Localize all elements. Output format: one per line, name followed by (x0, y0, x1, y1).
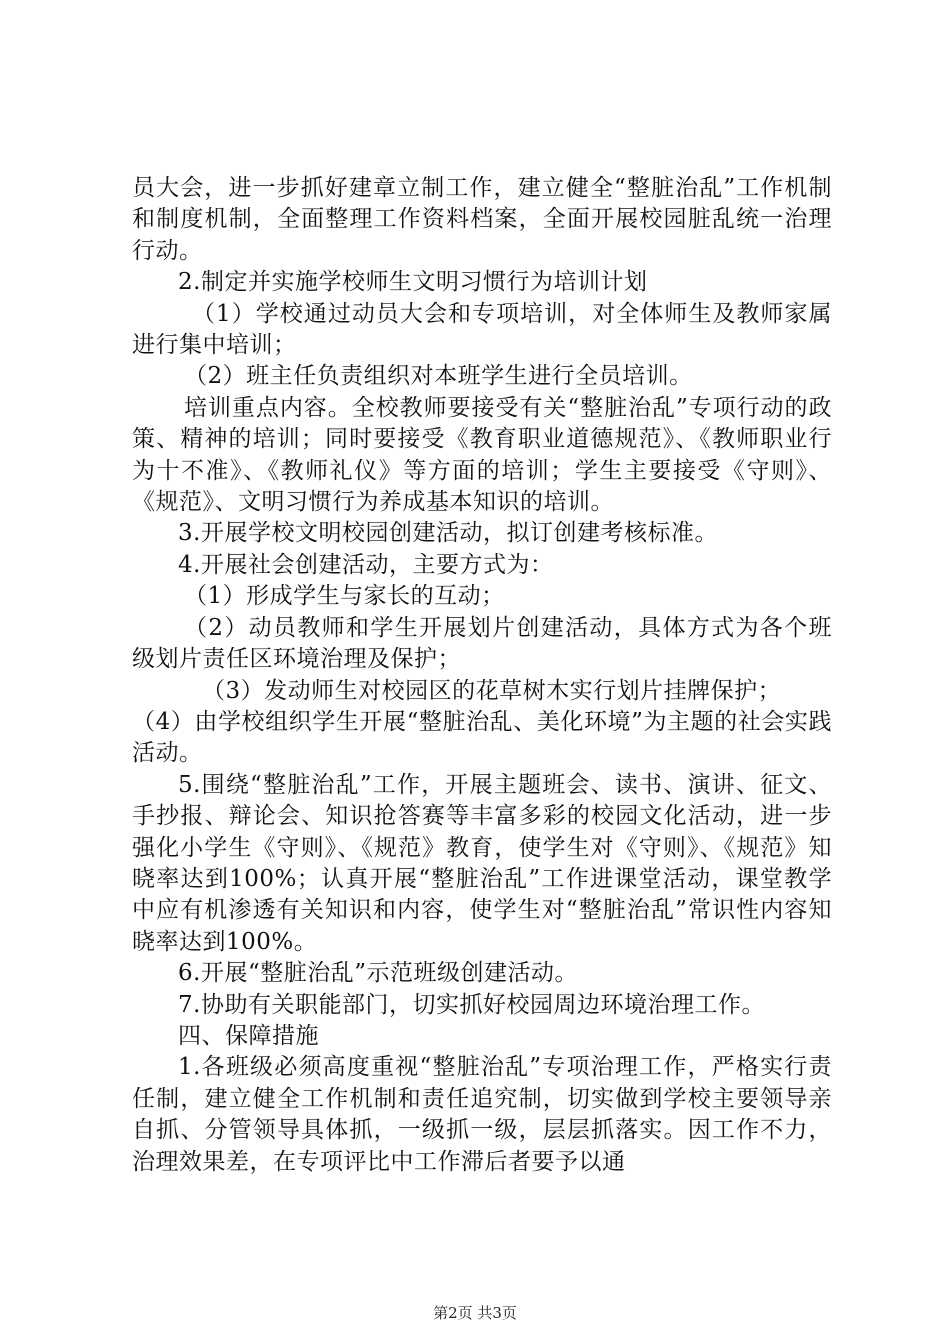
paragraph-16: 1.各班级必须高度重视“整脏治乱”专项治理工作，严格实行责任制，建立健全工作机制和责任追究制，切实做到学校主要领导亲自抓、分管领导具体抓，一级抓一级，层层抓落实。因工作不力，治理效果差，在专项评比中工作滞后者要予以通 (132, 1054, 832, 1175)
paragraph-2: 2.制定并实施学校师生文明习惯行为培训计划 (178, 269, 648, 296)
section-heading: 四、保障措施 (178, 1022, 319, 1049)
paragraph-9: （2）动员教师和学生开展划片创建活动，具体方式为各个班级划片责任区环境治理及保护； (132, 614, 832, 673)
paragraph-8: （1）形成学生与家长的互动； (184, 583, 505, 610)
paragraph-5: 培训重点内容。全校教师要接受有关“整脏治乱”专项行动的政策、精神的培训；同时要接受《教育职业道德规范》、《教师职业行为十不准》、《教师礼仪》等方面的培训；学生主要接受《守则》、《规范》、文明习惯行为养成基本知识的培训。 (132, 394, 832, 516)
paragraph-13: 6.开展“整脏治乱”示范班级创建活动。 (178, 960, 578, 987)
paragraph-7: 4.开展社会创建活动，主要方式为： (178, 551, 554, 578)
paragraph-3: （1）学校通过动员大会和专项培训，对全体师生及教师家属进行集中培训； (132, 300, 832, 359)
paragraph-14: 7.协助有关职能部门，切实抓好校园周边环境治理工作。 (178, 991, 765, 1018)
document-body (132, 173, 832, 1178)
paragraph-4: （2）班主任负责组织对本班学生进行全员培训。 (184, 363, 693, 390)
paragraph-11: （4）由学校组织学生开展“整脏治乱、美化环境”为主题的社会实践活动。 (132, 708, 832, 767)
paragraph-6: 3.开展学校文明校园创建活动，拟订创建考核标准。 (178, 520, 718, 547)
page-footer: 第2页 共3页 (433, 1304, 517, 1322)
paragraph-12: 5.围绕“整脏治乱”工作，开展主题班会、读书、演讲、征文、手抄报、辩论会、知识抢答赛等丰富多彩的校园文化活动，进一步强化小学生《守则》、《规范》教育，使学生对《守则》、《规范》知晓率达到100%；认真开展“整脏治乱”工作进课堂活动，课堂教学中应有机渗透有关知识和内容，使学生对“整脏治乱”常识性内容知晓率达到100%。 (132, 771, 832, 955)
paragraph-10: （3）发动师生对校园区的花草树木实行划片挂牌保护； (202, 677, 782, 704)
paragraph-1: 员大会，进一步抓好建章立制工作，建立健全“整脏治乱”工作机制和制度机制，全面整理工作资料档案，全面开展校园脏乱统一治理行动。 (132, 175, 832, 264)
